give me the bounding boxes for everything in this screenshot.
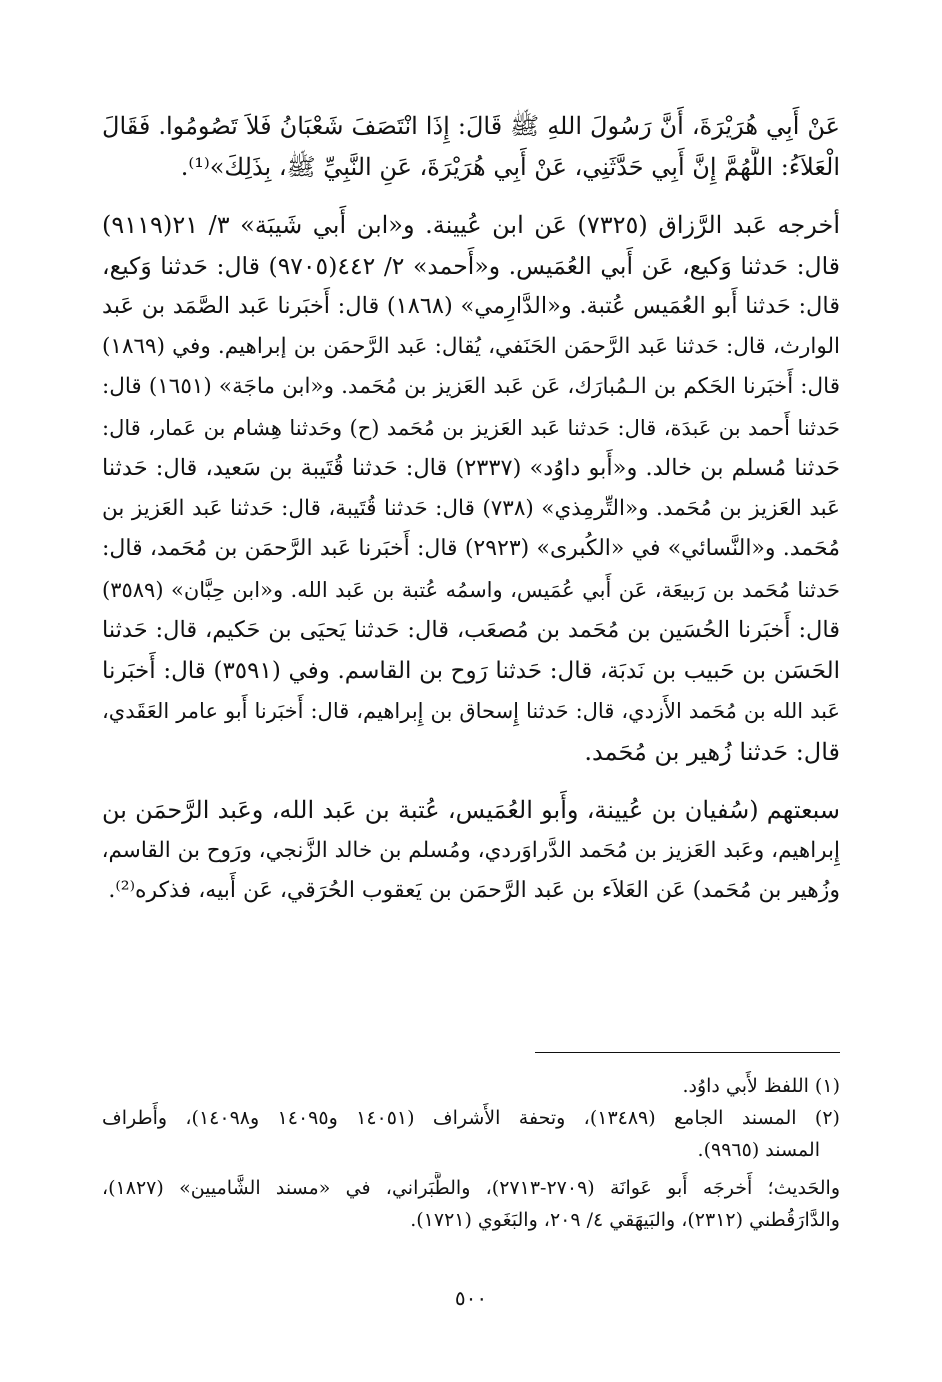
- takhrij-line: مُحَمد. و«النَّسائي» في «الكُبرى» (٢٩٢٣) قال: أَخبَرنا عَبد الرَّحمَن بن مُحَمد، قال:: [102, 536, 840, 561]
- hadith-line: عَنْ أَبِي هُرَيْرَةَ، أَنَّ رَسُولَ اللهِ ﷺ قَالَ: إِذَا انْتَصَفَ شَعْبَانُ فَلاَ تَصُومُوا. فَقَالَ: [102, 112, 840, 140]
- main-text: [102, 106, 840, 912]
- takhrij-line: الوارث، قال: حَدثنا عَبد الرَّحمَن الحَنَفي، يُقال: عَبد الرَّحمَن بن إبراهيم. وفي (١٨٦٩): [102, 333, 840, 359]
- takhrij-line: حَدثنا مُحَمد بن رَبيعَة، عَن أَبي عُمَيس، واسمُه عُتبة بن عَبد الله. و«ابن حِبَّان» (٣٥٨٩): [102, 577, 840, 602]
- takhrij-line: قال: حَدثنا أَبو العُمَيس عُتبة. و«الدَّارِمي» (١٨٦٨) قال: أَخبَرنا عَبد الصَّمَد بن عَبد: [102, 293, 840, 319]
- summary-line: إِبراهيم، وعَبد العَزيز بن مُحَمد الدَّراوَردي، ومُسلم بن خالد الزَّنجي، ورَوح بن القاسم،: [102, 837, 840, 863]
- footnote-2-line: المسند (٩٩٦٥).: [697, 1139, 820, 1161]
- takhrij-line: قال: أَخبَرنا الحَكم بن الـمُبارَك، عَن عَبد العَزيز بن مُحَمد. و«ابن ماجَة» (١٦٥١) قال:: [102, 374, 840, 399]
- footnote-2-extra-line: والحَديث؛ أَخرجَه أَبو عَوانَة (٢٧٠٩-٢٧١٣)، والطَّبَراني، في «مسند الشَّاميين» (١٨٢٧)،: [102, 1177, 840, 1199]
- takhrij-line: قال: حَدثنا وَكيع، عَن أَبي العُمَيس. و«أَحمد» ٢/ ٤٤٢(٩٧٠٥) قال: حَدثنا وَكيع،: [102, 251, 840, 280]
- takhrij-line: قال: حَدثنا زُهير بن مُحَمد.: [584, 737, 840, 766]
- footnotes: [102, 1070, 840, 1236]
- footnote-2-extra-line: والدَّارَقُطني (٢٣١٢)، والبَيهَقي ٤/ ٢٠٩، والبَغَوي (١٧٢١).: [410, 1209, 840, 1231]
- takhrij-line: حَدثنا مُسلم بن خالد. و«أَبو داوُد» (٢٣٣٧) قال: حَدثنا قُتَيبة بن سَعيد، قال: حَدثنا: [102, 455, 840, 481]
- takhrij-line: قال: أَخبَرنا الحُسَين بن مُحَمد بن مُصعَب، قال: حَدثنا يَحيَى بن حَكيم، قال: حَدثنا: [102, 617, 840, 643]
- takhrij-line: عَبد العَزيز بن مُحَمد. و«التِّرمِذي» (٧٣٨) قال: حَدثنا قُتَيبة، قال: حَدثنا عَبد العَزيز بن: [102, 495, 840, 521]
- takhrij-line: حَدثنا أَحمد بن عَبدَة، قال: حَدثنا عَبد العَزيز بن مُحَمد (ح) وحَدثنا هِشام بن عَمار، قال:: [102, 415, 840, 440]
- summary-line: وزُهير بن مُحَمد) عَن العَلاَء بن عَبد الرَّحمَن بن يَعقوب الحُرَقي، عَن أَبيه، فذكره⁽²⁾.: [108, 878, 840, 903]
- page-number: ٥٠٠: [454, 1286, 488, 1310]
- footnote-1: (١) اللفظ لأَبي داوُد.: [682, 1075, 840, 1097]
- footnote-2-line: (٢) المسند الجامع (١٣٤٨٩)، وتحفة الأَشراف (١٤٠٥١ و١٤٠٩٥ و١٤٠٩٨)، وأَطراف: [102, 1107, 840, 1129]
- takhrij-line: الحَسَن بن حَبيب بن نَدبَة، قال: حَدثنا رَوح بن القاسم. وفي (٣٥٩١) قال: أَخبَرنا: [102, 657, 840, 684]
- footnote-separator: [535, 1052, 840, 1053]
- takhrij-line: أخرجه عَبد الرَّزاق (٧٣٢٥) عَن ابن عُيينة. و«ابن أَبي شَيبَة» ٣/ ٢١(٩١١٩): [102, 211, 840, 239]
- hadith-line: الْعَلاَءُ: اللَّهُمَّ إِنَّ أَبِي حَدَّثَنِي، عَنْ أَبِي هُرَيْرَةَ، عَنِ النَّبِيِّ ﷺ، بِذَلِكَ»⁽¹⁾.: [180, 152, 840, 181]
- takhrij-line: عَبد الله بن مُحَمد الأَزدي، قال: حَدثنا إِسحاق بن إِبراهيم، قال: أَخبَرنا أَبو عامر العَقَدي،: [102, 699, 840, 723]
- summary-line: سبعتهم (سُفيان بن عُيينة، وأَبو العُمَيس، عُتبة بن عَبد الله، وعَبد الرَّحمَن بن: [102, 796, 840, 824]
